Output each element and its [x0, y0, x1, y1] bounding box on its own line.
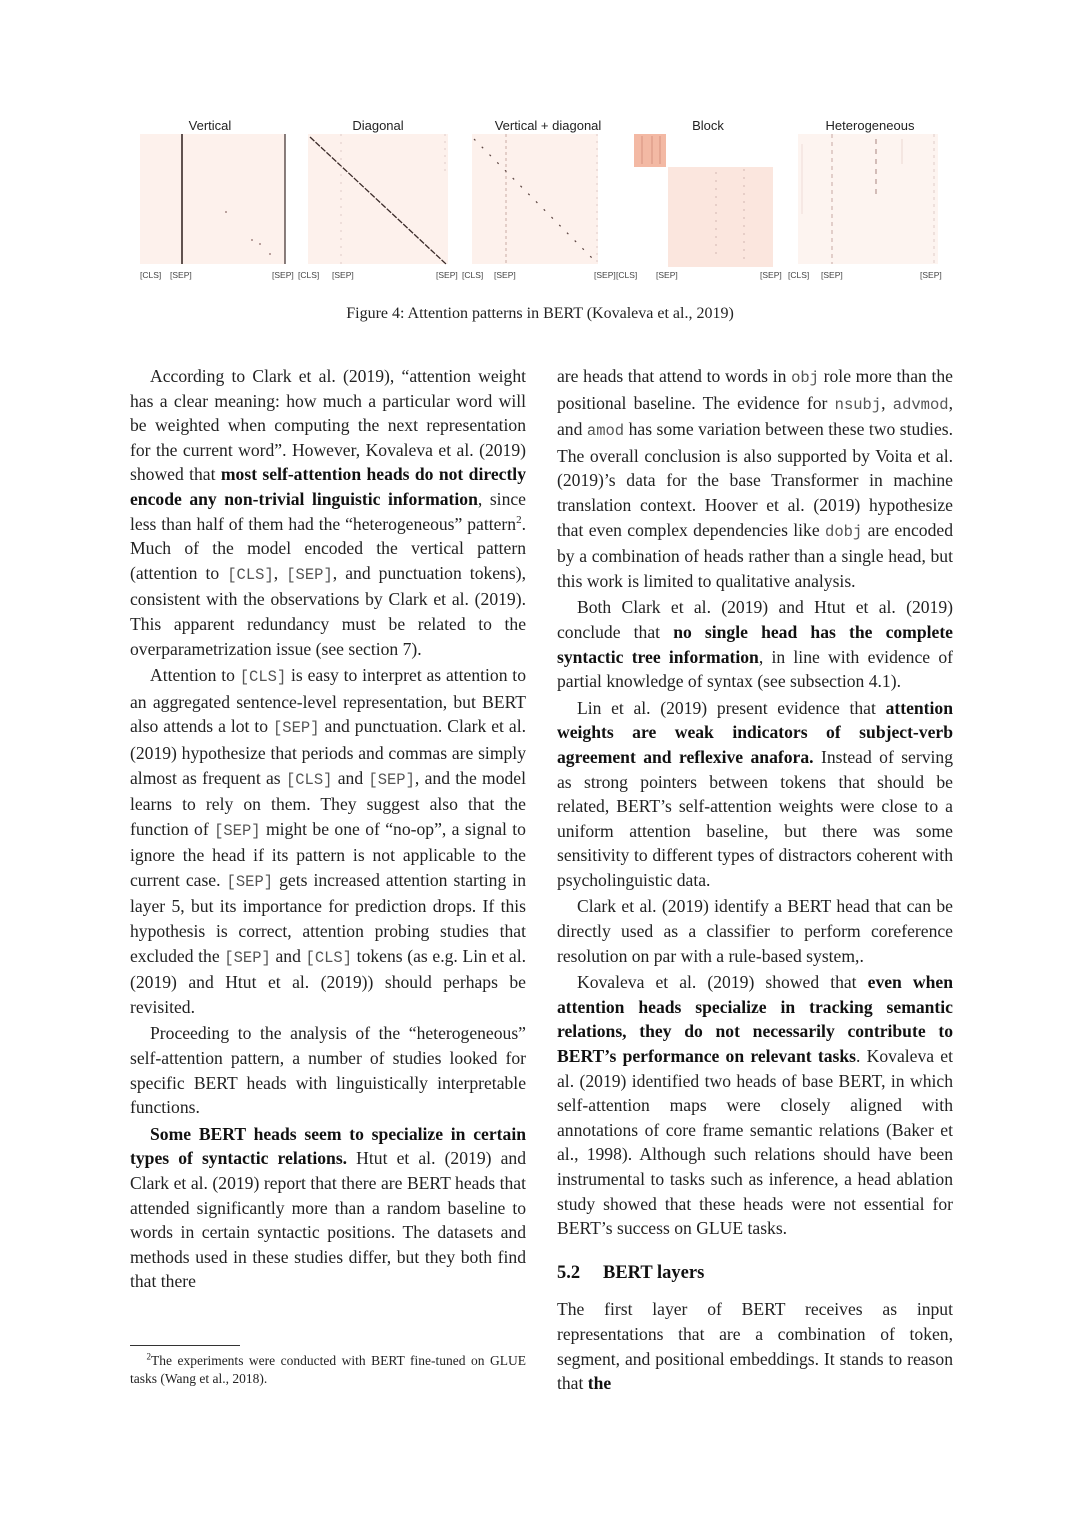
section-heading: [557, 1261, 953, 1286]
panel-title: Vertical + diagonal: [494, 118, 602, 133]
tick-cls: [CLS]: [298, 270, 320, 280]
footnote-ref[interactable]: 2: [516, 513, 522, 526]
tick-sep: [SEP]: [821, 270, 843, 280]
paragraph: Kovaleva et al. (2019) showed that even when attention heads specialize in tracking semantic relations, they do not necessarily contribute to BERT’s performance on relevant tasks. Kovaleva et al. (2019) identified two heads of base BERT, in which self-attention maps were closely aligned with annotations of core frame semantic relations (Baker et al., 1998). Although such relations should have been instrumental to tasks such as inference, a head ablation study showed that these heads were not essential for BERT’s success on GLUE tasks.: [557, 972, 953, 1239]
tick-sep-end: [SEP]: [272, 270, 294, 280]
paragraph: The first layer of BERT receives as input representations that are a combination of token, segment, and positional embeddings. It stands to reason that the: [557, 1299, 953, 1394]
section-number: 5.2: [557, 1262, 581, 1283]
footnote: $^2$The experiments were conducted with BERT fine-tuned on GLUE tasks (Wang et al., 2018).: [130, 1351, 527, 1386]
panel-title: Heterogeneous: [825, 118, 915, 133]
tick-sep: [SEP]: [656, 270, 678, 280]
panel-title: Block: [692, 118, 724, 133]
panel-heterogeneous: [790, 112, 950, 287]
attention-map-heterogeneous: [790, 134, 950, 269]
attention-map-vertical-diagonal: [468, 134, 628, 269]
paragraph: Lin et al. (2019) present evidence that attention weights are weak indicators of subject-verb agreement and reflexive anafora. Instead of serving as strong pointers between tokens that should be related, BERT’s self-attention weights were close to a uniform attention baseline, but there was some sensitivity to different types of distractors coherent with psycholinguistic data.: [557, 697, 954, 890]
tick-sep-end: [SEP]: [436, 270, 458, 280]
tick-sep: [SEP]: [170, 270, 192, 280]
right-column: [557, 364, 953, 1398]
footnote-divider: [130, 1345, 240, 1346]
attention-map-diagonal: [298, 134, 458, 269]
tick-cls: [CLS]: [462, 270, 484, 280]
tick-sep: [SEP]: [332, 270, 354, 280]
tick-sep-end: [SEP]: [760, 270, 782, 280]
tick-sep-end: [SEP]: [594, 270, 616, 280]
paragraph: Some BERT heads seem to specialize in certain types of syntactic relations. Htut et al. (2019) and Clark et al. (2019) report that there are BERT heads that attended significantly more than a random baseline to words in certain syntactic positions. The datasets and methods used in these studies differ, but they both find that there: [130, 1123, 526, 1292]
panel-vertical-diagonal: [462, 112, 628, 287]
token-cls: [CLS]: [227, 565, 274, 584]
left-column: [130, 364, 526, 1296]
panel-diagonal: [298, 112, 458, 287]
tick-cls: [CLS]: [616, 270, 638, 280]
paragraph: are heads that attend to words in obj role more than the positional baseline. The evidence for nsubj, advmod, and amod has some variation between these two studies. The overall conclusion is also supported by Voita et al. (2019)’s data for the base Transformer in machine translation context. Hoover et al. (2019) hypothesize that even complex dependencies like dobj are encoded by a combination of heads rather than a single head, but this work is limited to qualitative analysis.: [557, 366, 953, 591]
attention-patterns-figure: [130, 112, 950, 292]
panel-block: [616, 112, 788, 287]
panel-title: Diagonal: [352, 118, 404, 133]
panel-title: Vertical: [188, 118, 232, 133]
paragraph: According to Clark et al. (2019), “attention weight has a clear meaning: how much a particular word will be weighted when computing the next representation for the current word”. However, Kovaleva et al. (2019) showed that most self-attention heads do not directly encode any non-trivial linguistic information, since less than half of them had the “heterogeneous” pattern$^2$. Much of the model encoded the vertical pattern (attention to [CLS], [SEP], and punctuation tokens), consistent with the observations by Clark et al. (2019). This apparent redundancy must be related to the overparametrization issue (see section 7).: [130, 366, 527, 659]
paragraph: Proceeding to the analysis of the “heterogeneous” self-attention pattern, a number of studies looked for specific BERT heads with linguistically interpretable functions.: [130, 1023, 526, 1118]
attention-map-vertical: [130, 134, 290, 269]
section-title: BERT layers: [603, 1262, 705, 1283]
tick-sep: [SEP]: [494, 270, 516, 280]
paragraph: Attention to [CLS] is easy to interpret as attention to an aggregated sentence-level representation, but BERT also attends a lot to [SEP] and punctuation. Clark et al. (2019) hypothesize that periods and commas are simply almost as frequent as [CLS] and [SEP], and the model learns to rely on them. They suggest also that the function of [SEP] might be one of “no-op”, a signal to ignore the head if its pattern is not applicable to the current case. [SEP] gets increased attention starting in layer 5, but its importance for prediction drops. If this hypothesis is correct, attention probing studies that excluded the [SEP] and [CLS] tokens (as e.g. Lin et al. (2019) and Htut et al. (2019)) should perhaps be revisited.: [130, 665, 527, 1017]
paragraph: Both Clark et al. (2019) and Htut et al. (2019) conclude that no single head has the complete syntactic tree information, in line with evidence of partial knowledge of syntax (see subsection 4.1).: [557, 597, 953, 692]
paragraph: Clark et al. (2019) identify a BERT head that can be directly used as a classifier to perform coreference resolution on par with a rule-based system,.: [557, 896, 953, 966]
tick-cls: [CLS]: [140, 270, 162, 280]
token-sep: [SEP]: [286, 565, 333, 584]
figure-caption: Figure 4: Attention patterns in BERT (Kovaleva et al., 2019): [346, 305, 734, 322]
tick-sep-end: [SEP]: [920, 270, 942, 280]
attention-map-block: [628, 134, 788, 269]
tick-cls: [CLS]: [788, 270, 810, 280]
panel-vertical: [130, 112, 294, 287]
